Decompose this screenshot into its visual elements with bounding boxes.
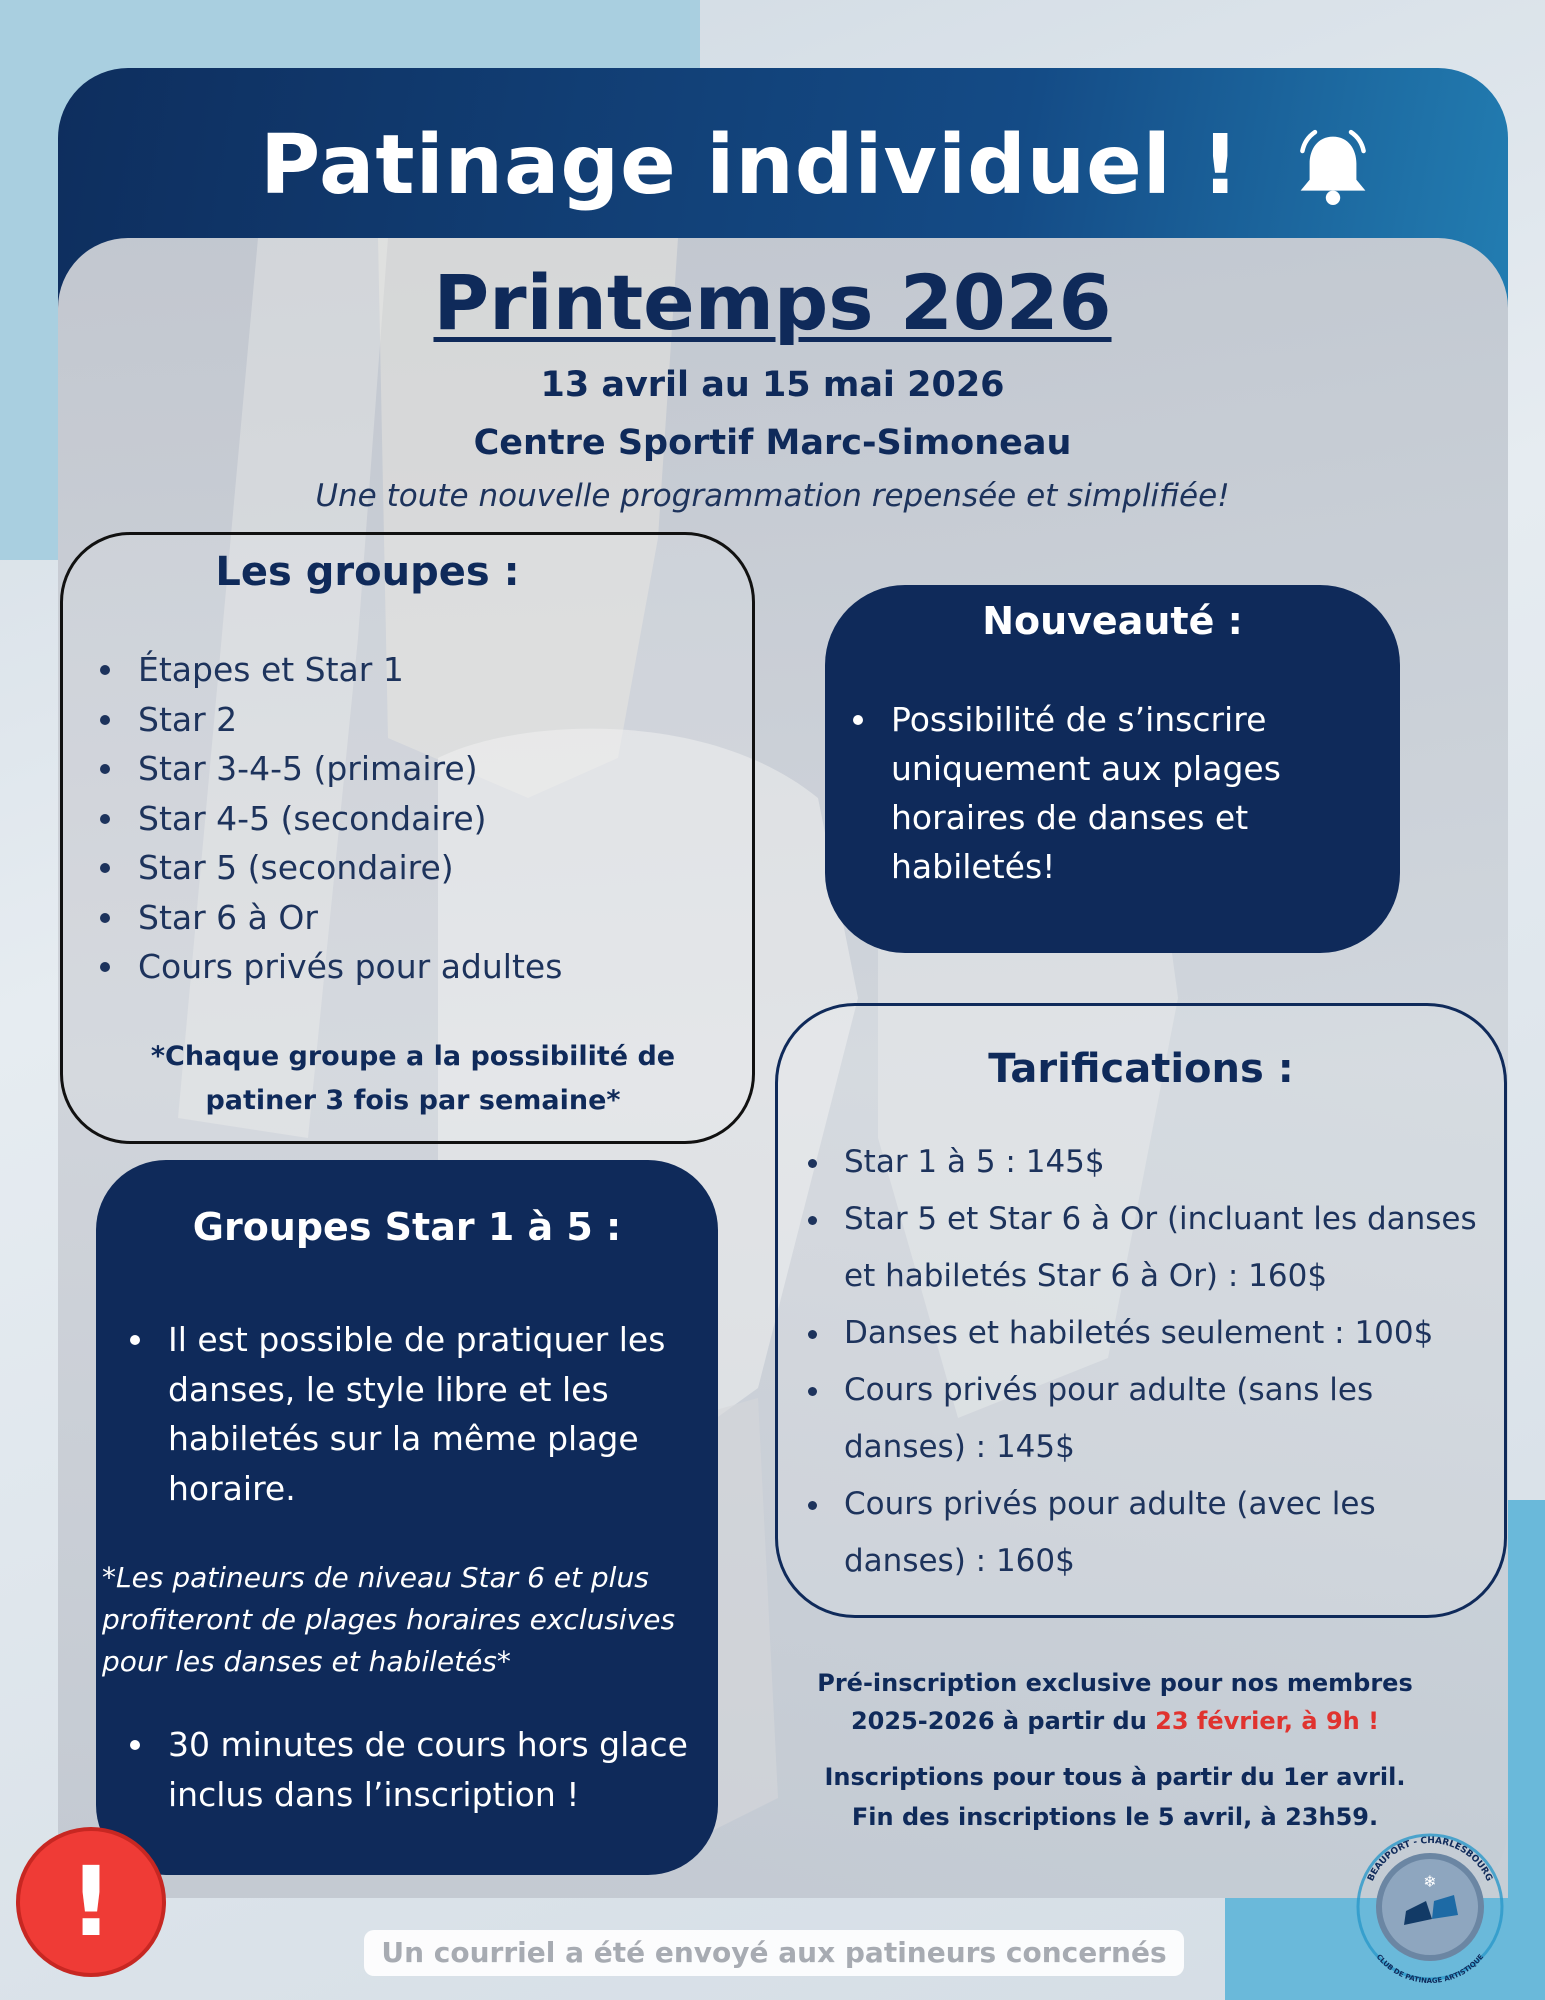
list-item: Star 6 à Or xyxy=(100,893,562,943)
tarifs-title: Tarifications : xyxy=(988,1046,1294,1092)
star-groups-box xyxy=(96,1160,718,1875)
groups-note: *Chaque groupe a la possibilité de patiner 3 fois par semaine* xyxy=(150,1041,676,1116)
event-dates: 13 avril au 15 mai 2026 xyxy=(540,365,1005,405)
list-item: Star 3-4-5 (primaire) xyxy=(100,744,562,794)
pre-registration-line-2 xyxy=(770,1702,1460,1740)
tarifs-list xyxy=(808,1134,1498,1590)
list-item: Cours privés pour adultes xyxy=(100,942,562,992)
season-title: Printemps 2026 xyxy=(433,258,1112,347)
nouveaute-title: Nouveauté : xyxy=(982,599,1243,643)
tarifs-box xyxy=(775,1003,1507,1618)
list-item: Star 5 (secondaire) xyxy=(100,843,562,893)
star-groups-note: *Les patineurs de niveau Star 6 et plus profiteront de plages horaires exclusives pour les danses et habiletés* xyxy=(102,1561,676,1678)
logo-top-text: BEAUPORT - CHARLESBOURG xyxy=(1366,1835,1494,1883)
event-tagline: Une toute nouvelle programmation repensée et simplifiée! xyxy=(315,478,1230,514)
event-location: Centre Sportif Marc-Simoneau xyxy=(473,423,1072,463)
pre-registration-text: 2025-2026 à partir du xyxy=(850,1707,1156,1735)
pre-registration-date: 23 février, à 9h ! xyxy=(1155,1707,1380,1735)
list-item: Star 4-5 (secondaire) xyxy=(100,794,562,844)
list-item: Il est possible de pratiquer les danses, le style libre et les habiletés sur la même plage horaire. xyxy=(130,1315,700,1513)
list-item: Danses et habiletés seulement : 100$ xyxy=(808,1305,1498,1362)
page-title: Patinage individuel ! xyxy=(260,118,1240,213)
logo-bottom-text: CLUB DE PATINAGE ARTISTIQUE xyxy=(1374,1952,1486,1986)
star-groups-list xyxy=(130,1315,700,1513)
list-item: Cours privés pour adulte (sans les danses) : 145$ xyxy=(808,1362,1498,1476)
groups-title: Les groupes : xyxy=(215,549,520,595)
list-item: Cours privés pour adulte (avec les danses) : 160$ xyxy=(808,1476,1498,1590)
alert-icon: ! xyxy=(16,1827,166,1977)
nouveaute-box xyxy=(825,585,1400,953)
bell-icon xyxy=(1288,124,1378,214)
list-item: Star 2 xyxy=(100,695,562,745)
star-groups-title: Groupes Star 1 à 5 : xyxy=(192,1205,622,1249)
nouveaute-list xyxy=(853,695,1373,891)
list-item: Étapes et Star 1 xyxy=(100,645,562,695)
list-item: Possibilité de s’inscrire uniquement aux plages horaires de danses et habiletés! xyxy=(853,695,1373,891)
pre-registration-line-1: Pré-inscription exclusive pour nos membres xyxy=(817,1669,1413,1697)
svg-text:❄: ❄ xyxy=(1423,1872,1437,1891)
email-notice: Un courriel a été envoyé aux patineurs concernés xyxy=(364,1930,1184,1976)
pre-registration-info xyxy=(770,1664,1460,1740)
registration-close-line: Fin des inscriptions le 5 avril, à 23h59. xyxy=(851,1803,1379,1831)
club-logo xyxy=(1340,1815,1520,1995)
registration-open-line: Inscriptions pour tous à partir du 1er avril. xyxy=(824,1763,1406,1791)
list-item: Star 5 et Star 6 à Or (incluant les danses et habiletés Star 6 à Or) : 160$ xyxy=(808,1191,1498,1305)
star-groups-list-2 xyxy=(130,1720,710,1819)
groups-list xyxy=(100,645,562,992)
groups-box xyxy=(60,532,755,1144)
list-item: 30 minutes de cours hors glace inclus dans l’inscription ! xyxy=(130,1720,710,1819)
list-item: Star 1 à 5 : 145$ xyxy=(808,1134,1498,1191)
